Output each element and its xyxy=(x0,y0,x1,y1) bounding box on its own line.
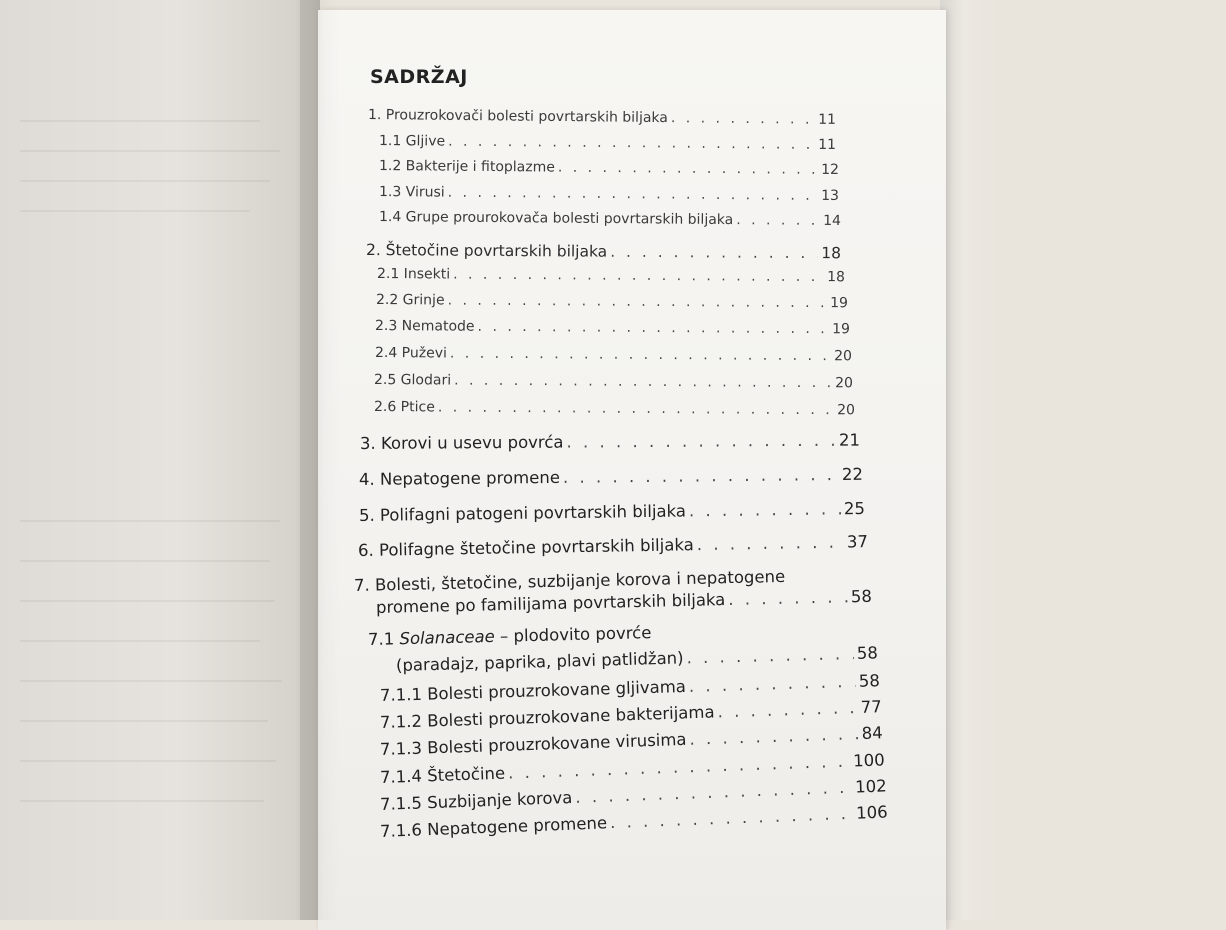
toc-entry-label: 5. Polifagni patogeni povrtarskih biljaka xyxy=(358,501,687,525)
toc-entry-italic: Solanaceae xyxy=(399,626,496,649)
toc-entry xyxy=(374,399,855,418)
toc-entry-page: 77 xyxy=(860,697,883,717)
toc-leader-dots xyxy=(478,319,830,337)
toc-entry xyxy=(360,431,860,453)
toc-leader-dots xyxy=(438,399,834,418)
toc-leader-dots xyxy=(717,698,858,721)
toc-entry xyxy=(358,532,868,560)
toc-leader-dots xyxy=(728,587,848,609)
toc-entry-page: 14 xyxy=(823,212,842,230)
toc-leader-dots xyxy=(558,160,818,178)
toc-entry-label: 4. Nepatogene promene xyxy=(358,467,561,489)
toc-entry-page: 102 xyxy=(854,776,888,797)
toc-entry-label: 7.1.6 Nepatogene promene xyxy=(379,813,608,841)
toc-leader-dots xyxy=(453,267,824,286)
toc-entry xyxy=(376,292,848,311)
toc-leader-dots xyxy=(563,465,839,487)
toc-entry-page: 106 xyxy=(855,802,888,823)
toc-leader-dots xyxy=(689,672,857,696)
toc-entry-page: 18 xyxy=(827,269,846,286)
toc-entry-label: 2.1 Insekti xyxy=(376,266,451,283)
toc-entry-label: 1.3 Virusi xyxy=(378,184,445,201)
toc-entry-page: 22 xyxy=(841,464,864,484)
toc-entry-label: 2. Štetočine povrtarskih biljaka xyxy=(365,241,608,261)
toc-entry-page: 37 xyxy=(846,532,869,552)
page-edge xyxy=(940,0,1000,920)
toc-entry-page: 19 xyxy=(832,321,851,338)
toc-entry-page: 11 xyxy=(818,136,837,153)
toc-entry-number: 7.1 xyxy=(367,629,395,649)
toc-entry-page: 20 xyxy=(835,375,854,392)
toc-entry-page: 11 xyxy=(818,111,837,128)
toc-entry-label-cont: (paradajz, paprika, plavi patlidžan) xyxy=(395,648,684,675)
right-page xyxy=(318,10,946,930)
toc-entry-label: 7.1.4 Štetočine xyxy=(379,763,506,787)
toc-entry-label: 2.5 Glodari xyxy=(373,372,452,389)
toc-leader-dots xyxy=(448,134,815,153)
toc-entry xyxy=(396,643,878,675)
toc-entry xyxy=(379,158,839,178)
toc-entry-label: 2.3 Nematode xyxy=(374,318,475,335)
toc-entry-page: 13 xyxy=(821,187,840,205)
toc-entry xyxy=(375,345,852,364)
toc-entry xyxy=(374,372,853,391)
toc-entry xyxy=(379,184,839,204)
toc-entry-label: 6. Polifagne štetočine povrtarskih biljaka xyxy=(357,535,694,560)
toc-leader-dots xyxy=(448,185,819,204)
toc-leader-dots xyxy=(454,373,832,392)
toc-entry-label-cont: promene po familijama povrtarskih biljaka xyxy=(375,590,726,617)
toc-leader-dots xyxy=(689,499,841,520)
toc-leader-dots xyxy=(508,752,851,783)
toc-leader-dots xyxy=(736,212,820,229)
toc-entry-label: 2.2 Grinje xyxy=(375,292,445,309)
toc-leader-dots xyxy=(686,644,854,667)
toc-entry-page: 100 xyxy=(852,750,886,771)
toc-entry-page: 20 xyxy=(837,402,856,419)
toc-entry xyxy=(379,209,841,229)
toc-entry xyxy=(359,465,863,489)
toc-entry-label xyxy=(368,623,652,649)
toc-leader-dots xyxy=(689,724,859,749)
toc-leader-dots xyxy=(610,804,854,832)
toc-leader-dots xyxy=(448,293,828,312)
toc-entry-page: 58 xyxy=(858,671,881,691)
toc-entry xyxy=(359,499,865,525)
toc-entry-page: 19 xyxy=(830,295,849,312)
toc-entry xyxy=(366,241,841,262)
toc-entry-label: 1.2 Bakterije i fitoplazme xyxy=(378,158,555,176)
toc-entry-label: 7.1.5 Suzbijanje korova xyxy=(379,787,573,814)
toc-entry xyxy=(368,107,836,128)
toc-entry-label: 1. Prouzrokovači bolesti povrtarskih biljaka xyxy=(367,107,668,127)
table-of-contents xyxy=(318,10,946,930)
toc-entry xyxy=(379,133,836,153)
toc-entry-label: 7.1.2 Bolesti prouzrokovane bakterijama xyxy=(379,702,715,732)
toc-entry-page: 84 xyxy=(861,723,884,744)
toc-entry-page: 58 xyxy=(856,643,879,663)
toc-entry-label: 7.1.3 Bolesti prouzrokovane virusima xyxy=(379,729,687,759)
toc-leader-dots xyxy=(450,346,831,365)
toc-leader-dots xyxy=(697,533,845,555)
toc-entry-page: 21 xyxy=(838,430,861,450)
toc-entry-page: 18 xyxy=(821,244,842,263)
toc-entry-page: 12 xyxy=(821,161,840,179)
toc-title: SADRŽAJ xyxy=(370,66,468,88)
toc-entry xyxy=(375,318,850,337)
toc-leader-dots xyxy=(610,243,818,262)
toc-entry-page: 58 xyxy=(850,586,873,607)
toc-entry-label: 3. Korovi u usevu povrća xyxy=(359,432,564,453)
book-gutter xyxy=(300,0,340,920)
toc-entry-label: 1.1 Gljive xyxy=(378,133,446,150)
toc-entry xyxy=(377,266,845,285)
toc-entry-label: 1.4 Grupe prourokovača bolesti povrtarskih biljaka xyxy=(378,209,734,229)
left-page xyxy=(0,0,320,920)
toc-leader-dots xyxy=(671,110,815,128)
toc-entry-page: 20 xyxy=(834,348,853,365)
toc-entry-page: 25 xyxy=(843,498,866,519)
toc-entry-label: 7.1.1 Bolesti prouzrokovane gljivama xyxy=(379,676,687,705)
toc-entry-label: 2.4 Puževi xyxy=(374,345,447,362)
toc-entry-label: 2.6 Ptice xyxy=(373,399,435,416)
toc-entry-label: 7. Bolesti, štetočine, suzbijanje korova i nepatogene xyxy=(353,566,786,595)
toc-entry-rest: – plodovito povrće xyxy=(494,623,652,646)
toc-leader-dots xyxy=(575,778,853,807)
toc-leader-dots xyxy=(566,431,836,452)
